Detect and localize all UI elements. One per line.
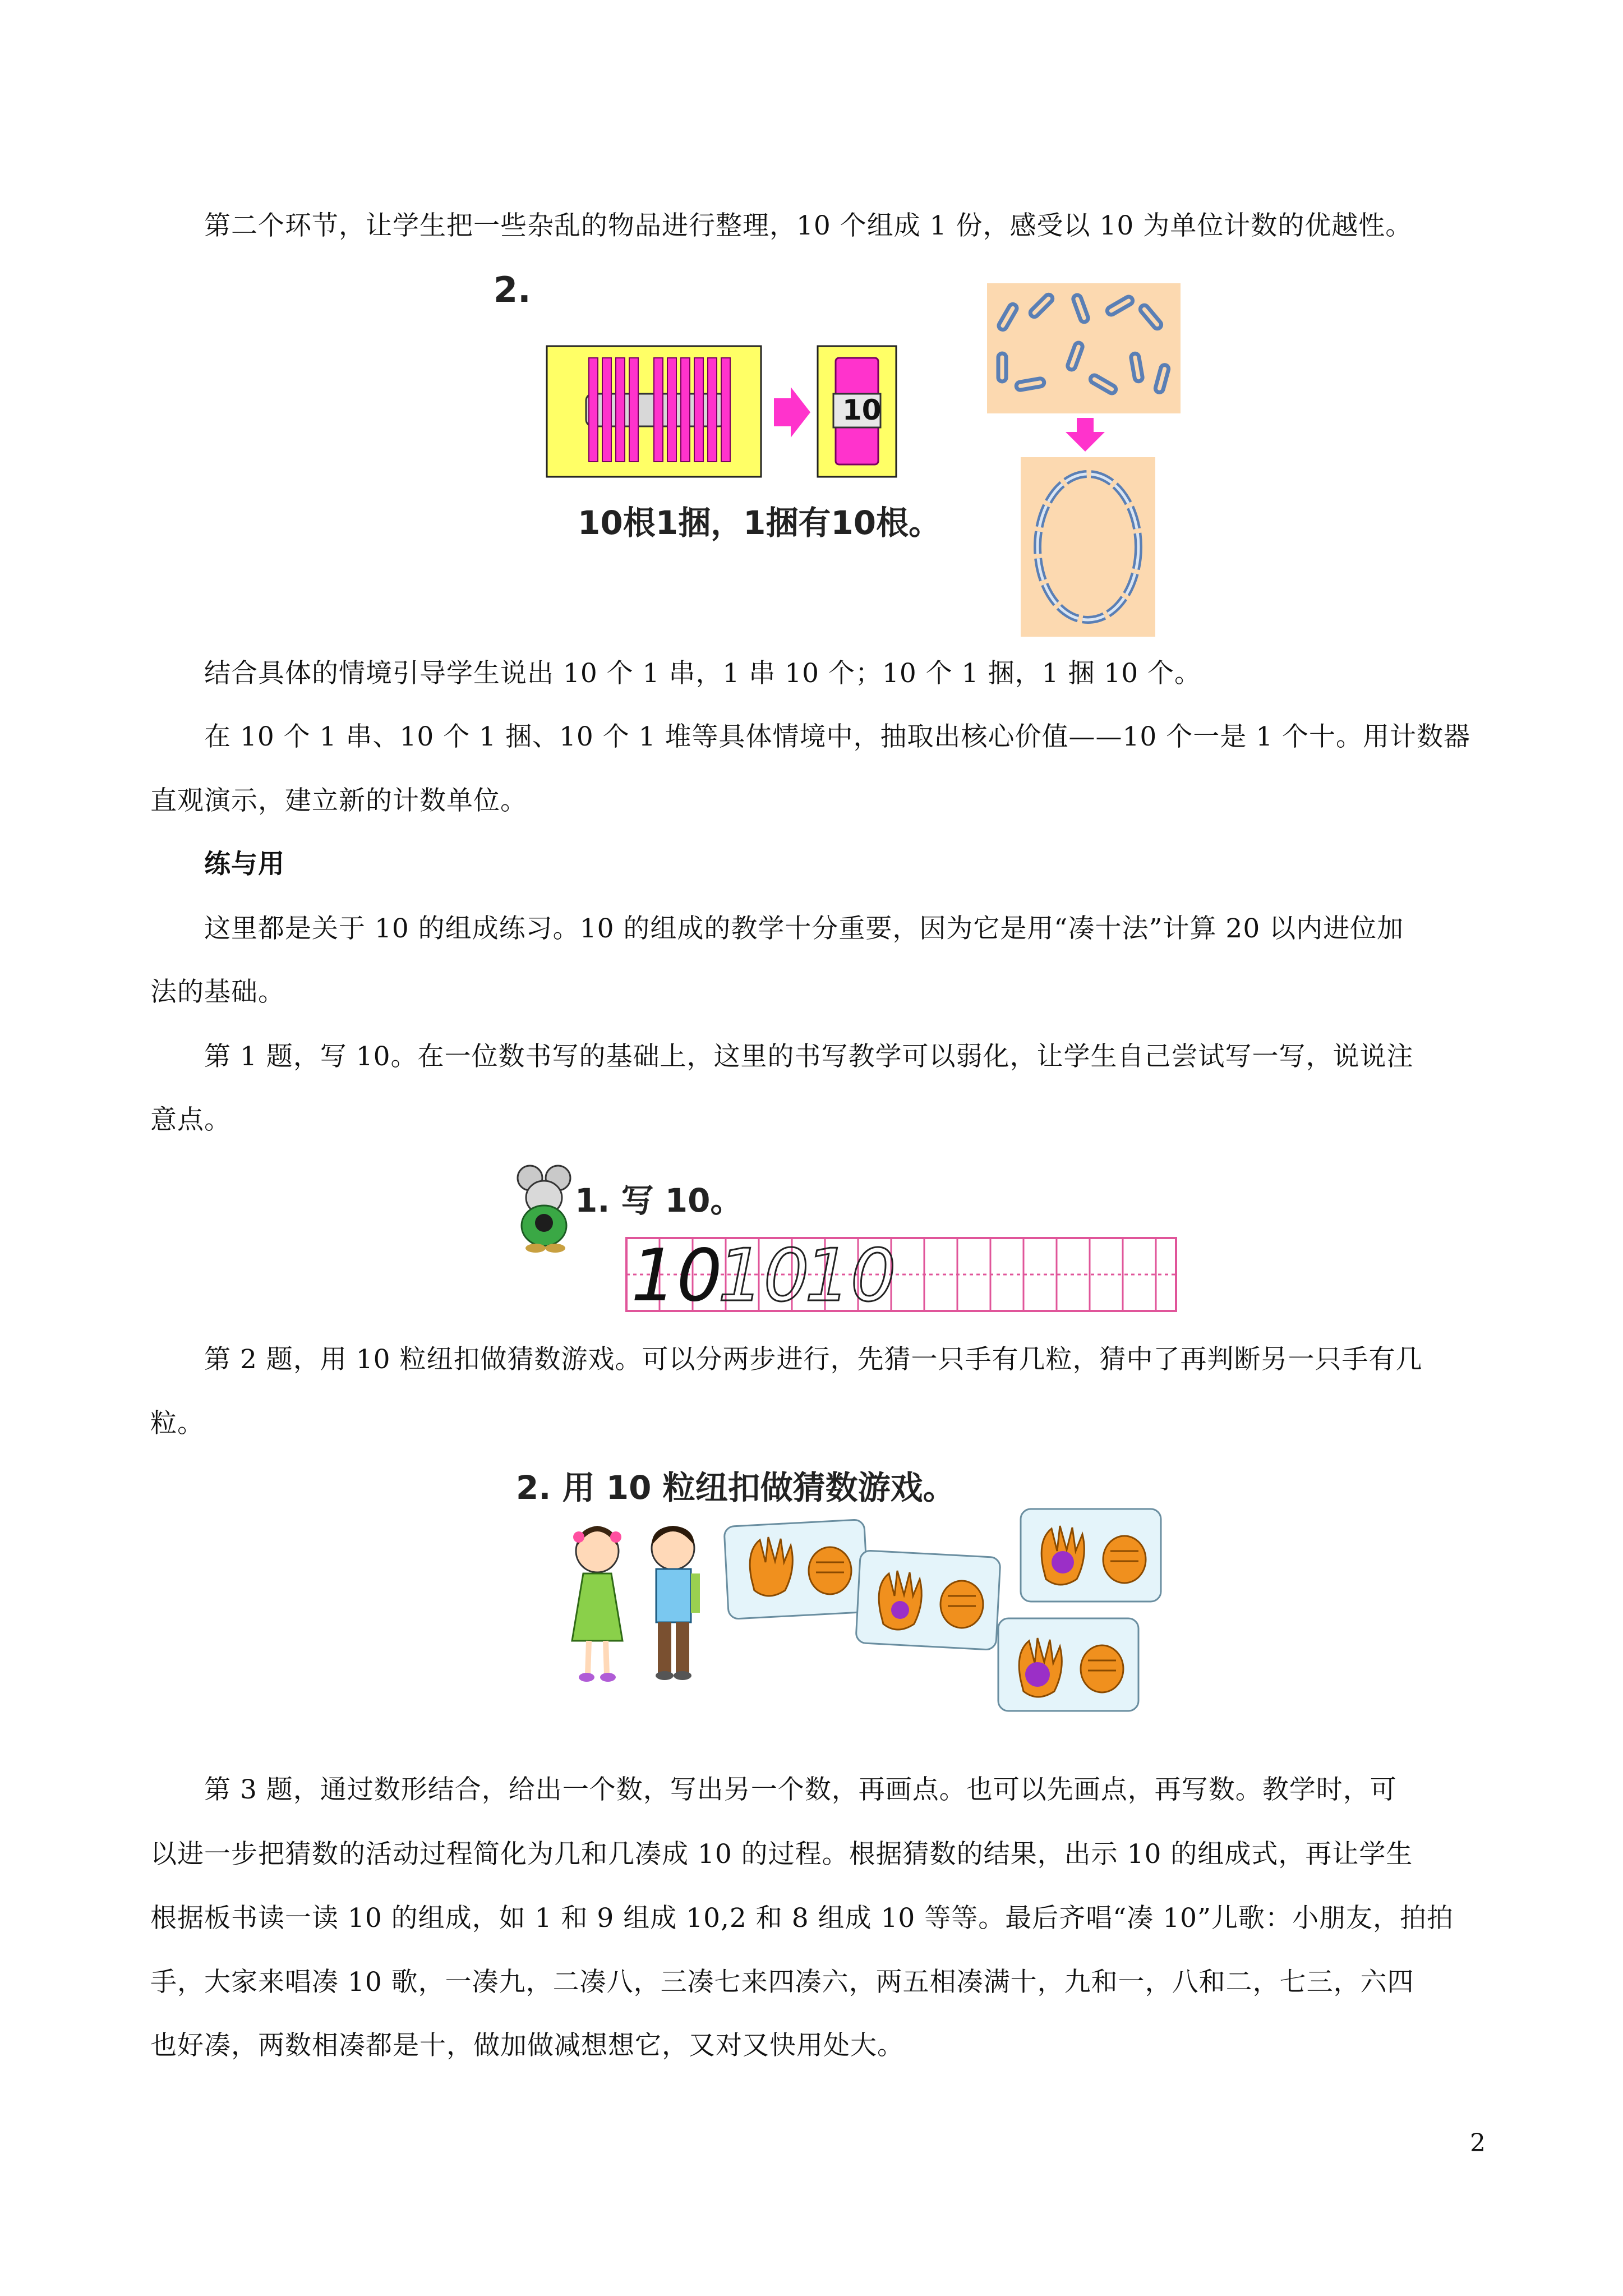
paragraph-question2-line2: 粒。 (150, 1408, 204, 1439)
paragraph-context: 结合具体的情境引导学生说出 10 个 1 串，1 串 10 个；10 个 1 捆，1 捆 10 个。 (204, 658, 1202, 689)
hand-card-4 (998, 1618, 1138, 1711)
figure-write-ten (513, 1164, 1186, 1321)
guess-game-illustration (566, 1506, 1183, 1753)
paragraph-question3-line2: 以进一步把猜数的活动过程简化为几和几凑成 10 的过程。根据猜数的结果，出示 10 的组成式，再让学生 (150, 1839, 1413, 1870)
paragraph-composition-line2: 法的基础。 (150, 977, 285, 1007)
sticks (589, 358, 730, 462)
paragraph-second-step: 第二个环节，让学生把一些杂乱的物品进行整理，10 个组成 1 份，感受以 10 为单位计数的优越性。 (204, 210, 1413, 241)
girl-icon (572, 1526, 623, 1682)
write-ten-title: 1. 写 10。 (575, 1181, 743, 1220)
boy-icon (652, 1526, 700, 1680)
mouse-mascot-icon (513, 1164, 575, 1254)
sticks-illustration (488, 269, 1189, 639)
right-arrow-icon (774, 387, 810, 438)
paragraph-composition-line1: 这里都是关于 10 的组成练习。10 的组成的教学十分重要，因为它是用“凑十法”计算 20 以内进位加 (204, 913, 1404, 944)
paragraph-question1-line1: 第 1 题，写 10。在一位数书写的基础上，这里的书写教学可以弱化，让学生自己尝试写一写，说说注 (204, 1041, 1414, 1072)
hand-card-1 (724, 1520, 869, 1619)
paragraph-core-value-line1: 在 10 个 1 串、10 个 1 捆、10 个 1 堆等具体情境中，抽取出核心价值——10 个一是 1 个十。用计数器 (204, 721, 1471, 752)
sticks-caption: 10根1捆，1捆有10根。 (578, 504, 942, 542)
hand-card-2 (856, 1550, 1000, 1650)
paragraph-question3-line3: 根据板书读一读 10 的组成，如 1 和 9 组成 10,2 和 8 组成 10 等等。最后齐唱“凑 10”儿歌：小朋友，拍拍 (150, 1903, 1454, 1934)
written-ten-dashed-1: 10 (718, 1234, 809, 1318)
paragraph-question1-line2: 意点。 (150, 1105, 231, 1135)
paragraph-question3-line1: 第 3 题，通过数形结合，给出一个数，写出另一个数，再画点。也可以先画点，再写数。教学时，可 (204, 1774, 1397, 1805)
paragraph-question2-line1: 第 2 题，用 10 粒纽扣做猜数游戏。可以分两步进行，先猜一只手有几粒，猜中了再判断另一只手有几 (204, 1344, 1423, 1375)
paragraph-core-value-line2: 直观演示，建立新的计数单位。 (150, 785, 527, 816)
down-arrow-icon (1066, 418, 1105, 452)
guess-game-title: 2. 用 10 粒纽扣做猜数游戏。 (516, 1469, 956, 1507)
page-number: 2 (1470, 2129, 1486, 2157)
figure-number: 2. (494, 269, 531, 310)
figure-guess-game (516, 1461, 1183, 1753)
figure-sticks-bundle (488, 269, 1189, 639)
bundle-label: 10 (842, 394, 882, 426)
hand-card-3 (1021, 1509, 1161, 1602)
written-ten-dashed-2: 10 (805, 1234, 896, 1318)
section-heading: 练与用 (204, 849, 285, 880)
paragraph-question3-line4: 手，大家来唱凑 10 歌，一凑九，二凑八，三凑七来四凑六，两五相凑满十，九和一，八和二，七三，六四 (150, 1967, 1414, 1998)
written-ten-solid: 10 (631, 1234, 722, 1318)
paragraph-question3-line5: 也好凑，两数相凑都是十，做加做减想想它，又对又快用处大。 (150, 2030, 904, 2061)
